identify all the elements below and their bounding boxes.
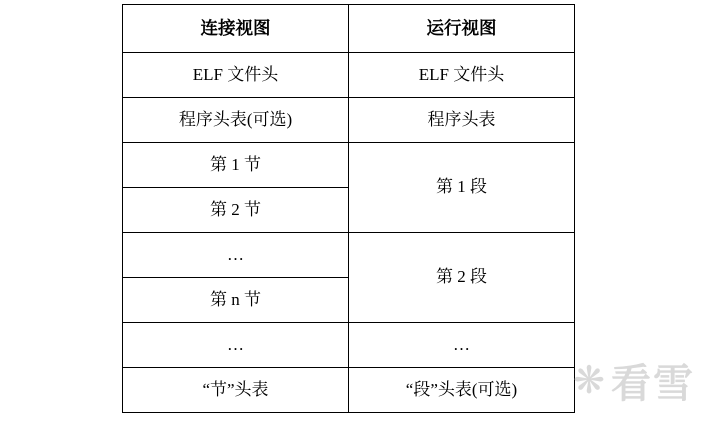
table-row-header xyxy=(123,5,575,53)
watermark-text: 看雪 xyxy=(611,362,695,406)
snowflake-icon: ❋ xyxy=(573,359,605,402)
left-cell-section-1: 第 1 节 xyxy=(123,143,349,188)
right-cell-segment-1: 第 1 段 xyxy=(349,143,575,233)
left-cell-section-n: 第 n 节 xyxy=(123,278,349,323)
left-cell-elf-header: ELF 文件头 xyxy=(123,53,349,98)
elf-view-diagram xyxy=(122,4,556,413)
table-row xyxy=(123,368,575,413)
right-cell-elf-header: ELF 文件头 xyxy=(349,53,575,98)
left-cell-ellipsis-1: … xyxy=(123,233,349,278)
table-row xyxy=(123,233,575,278)
column-header-exec-view: 运行视图 xyxy=(349,5,575,53)
left-cell-section-header-table: “节”头表 xyxy=(123,368,349,413)
left-cell-section-2: 第 2 节 xyxy=(123,188,349,233)
right-cell-segment-2: 第 2 段 xyxy=(349,233,575,323)
table-row xyxy=(123,53,575,98)
table-row xyxy=(123,323,575,368)
column-header-link-view: 连接视图 xyxy=(123,5,349,53)
left-cell-program-header-table: 程序头表(可选) xyxy=(123,98,349,143)
left-cell-ellipsis-2: … xyxy=(123,323,349,368)
right-cell-program-header-table: 程序头表 xyxy=(349,98,575,143)
elf-structure-table xyxy=(122,4,575,413)
table-row xyxy=(123,98,575,143)
watermark xyxy=(573,352,695,409)
right-cell-segment-header-table: “段”头表(可选) xyxy=(349,368,575,413)
table-row xyxy=(123,143,575,188)
right-cell-ellipsis: … xyxy=(349,323,575,368)
